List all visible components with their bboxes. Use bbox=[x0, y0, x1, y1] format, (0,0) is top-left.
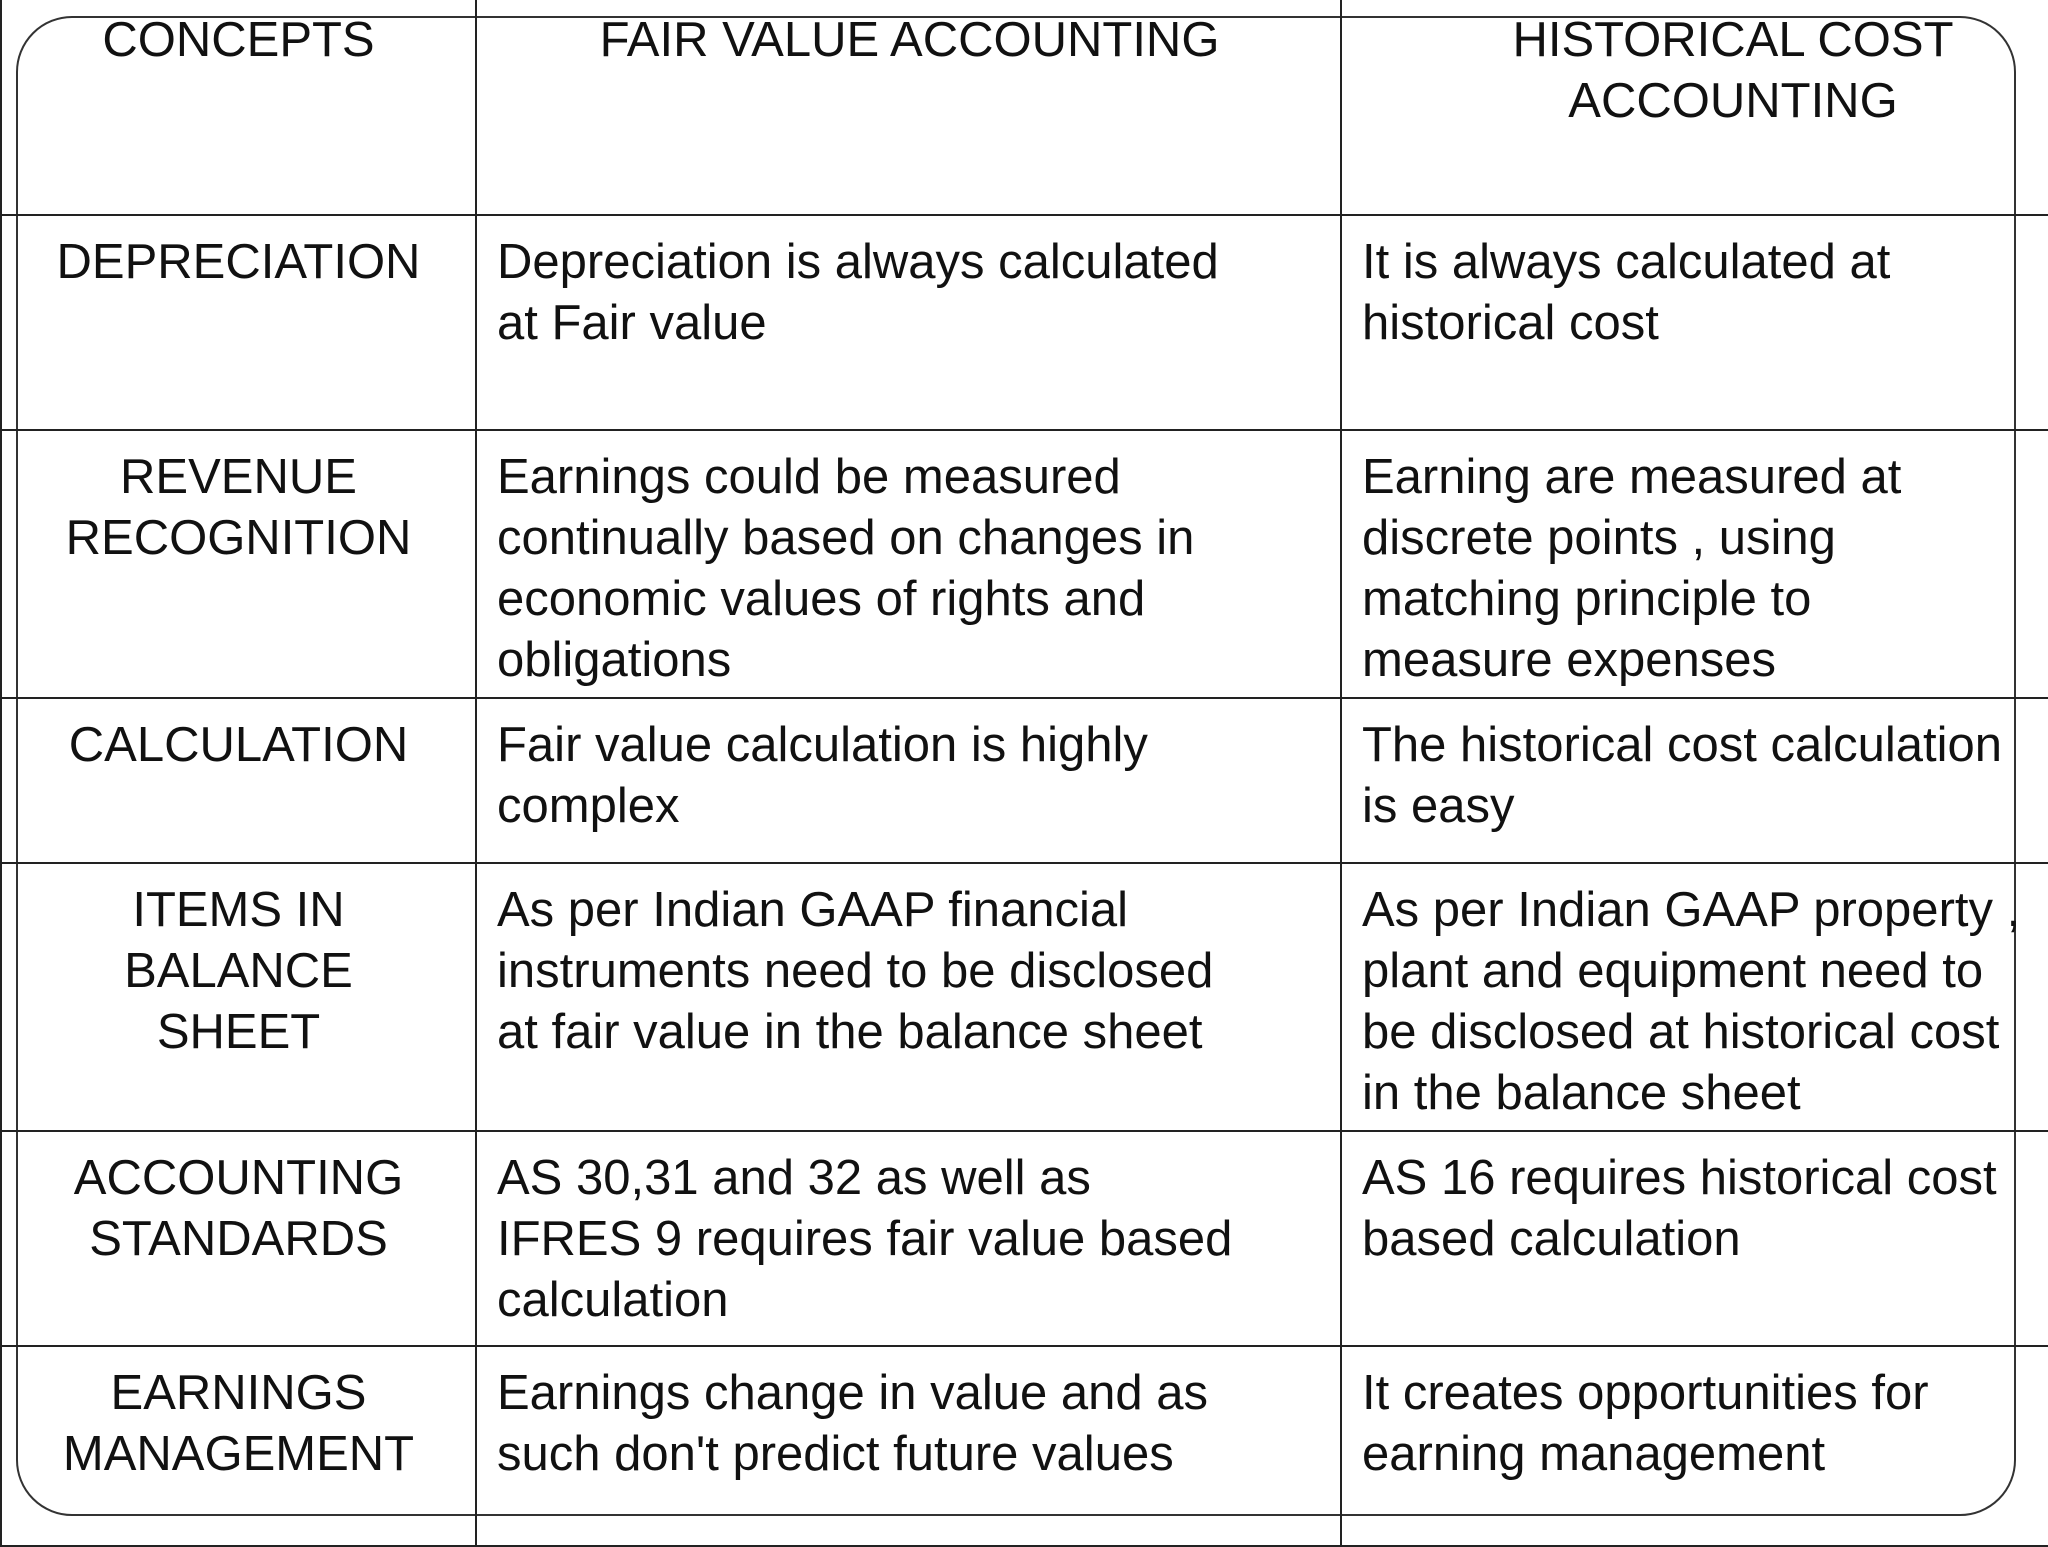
concept-cell: CALCULATION bbox=[1, 698, 476, 863]
header-concepts: CONCEPTS bbox=[1, 0, 476, 215]
fair-value-cell: Earnings could be measured continually based on changes in economic values of rights and obligations bbox=[476, 430, 1341, 698]
historical-cost-cell: Earning are measured at discrete points , using matching principle to measure expenses bbox=[1341, 430, 2048, 698]
table-header-row bbox=[1, 0, 2048, 215]
historical-cost-cell: It is always calculated at historical cost bbox=[1341, 215, 2048, 430]
concept-cell: DEPRECIATION bbox=[1, 215, 476, 430]
fair-value-cell: Depreciation is always calculated at Fair value bbox=[476, 215, 1341, 430]
historical-cost-cell: It creates opportunities for earning management bbox=[1341, 1346, 2048, 1546]
fair-value-cell: Fair value calculation is highly complex bbox=[476, 698, 1341, 863]
fair-value-cell: As per Indian GAAP financial instruments need to be disclosed at fair value in the balance sheet bbox=[476, 863, 1341, 1131]
fair-value-cell: AS 30,31 and 32 as well as IFRES 9 requires fair value based calculation bbox=[476, 1131, 1341, 1346]
concept-cell: ACCOUNTING STANDARDS bbox=[1, 1131, 476, 1346]
historical-cost-cell: As per Indian GAAP property , plant and equipment need to be disclosed at historical cost in the balance sheet bbox=[1341, 863, 2048, 1131]
historical-cost-cell: The historical cost calculation is easy bbox=[1341, 698, 2048, 863]
header-fair-value-accounting: FAIR VALUE ACCOUNTING bbox=[476, 0, 1341, 215]
table-row bbox=[1, 1131, 2048, 1346]
table-row bbox=[1, 430, 2048, 698]
fair-value-cell: Earnings change in value and as such don't predict future values bbox=[476, 1346, 1341, 1546]
table-row bbox=[1, 215, 2048, 430]
concept-cell: ITEMS IN BALANCE SHEET bbox=[1, 863, 476, 1131]
table-row bbox=[1, 698, 2048, 863]
table-row bbox=[1, 863, 2048, 1131]
table-row bbox=[1, 1346, 2048, 1546]
concept-cell: REVENUE RECOGNITION bbox=[1, 430, 476, 698]
concept-cell: EARNINGS MANAGEMENT bbox=[1, 1346, 476, 1546]
header-historical-cost-accounting: HISTORICAL COST ACCOUNTING bbox=[1341, 0, 2048, 215]
historical-cost-cell: AS 16 requires historical cost based calculation bbox=[1341, 1131, 2048, 1346]
